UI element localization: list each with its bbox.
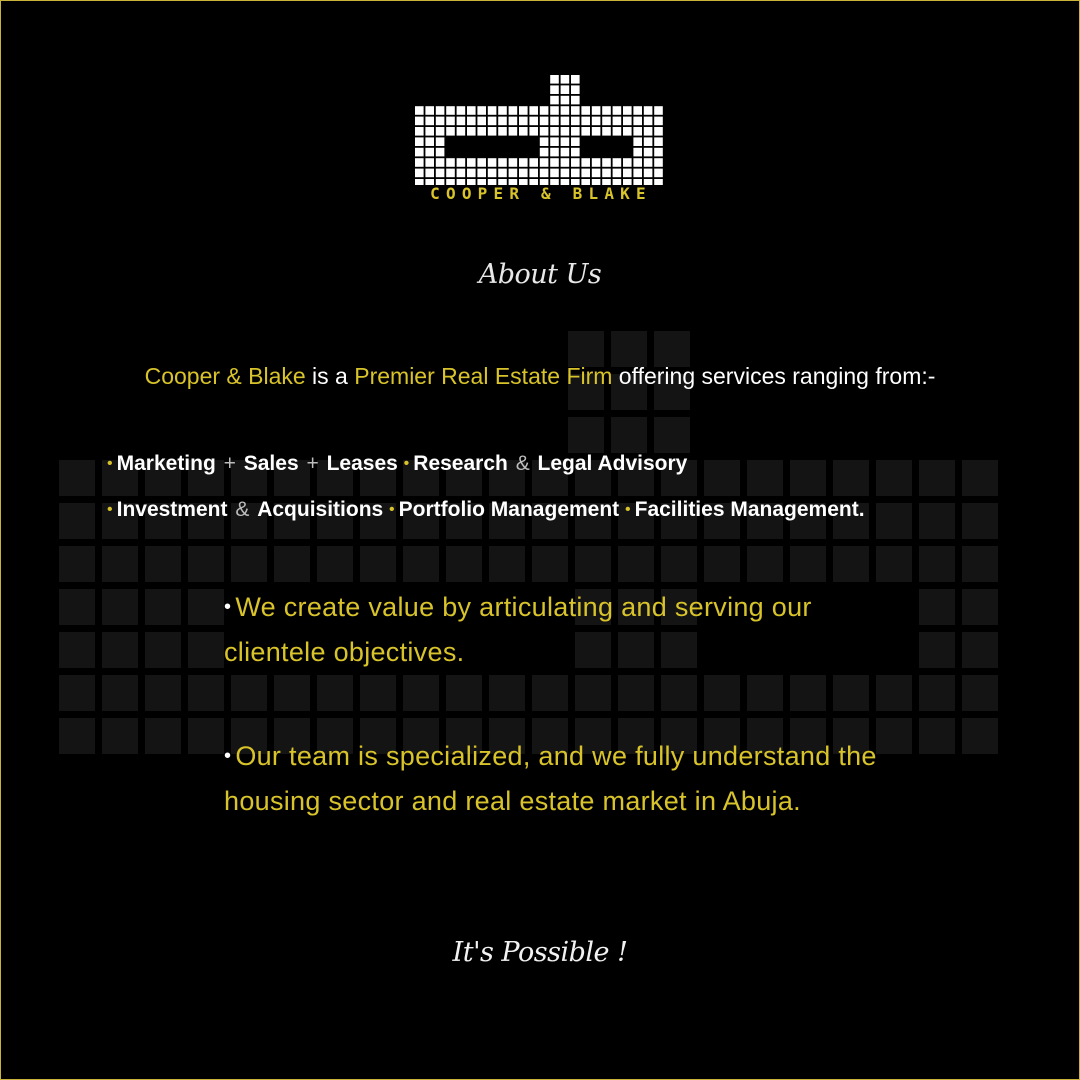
logo-tile <box>446 169 455 178</box>
bg-tile <box>59 632 95 668</box>
logo-tile <box>457 169 466 178</box>
service-research: Research <box>413 452 508 475</box>
intro-firm: Premier Real Estate Firm <box>354 363 613 389</box>
service-marketing: Marketing <box>116 452 216 475</box>
bg-tile <box>188 589 224 625</box>
services-line-2 <box>107 498 865 522</box>
bg-tile <box>188 718 224 754</box>
logo-tile <box>477 117 486 126</box>
bg-tile <box>188 546 224 582</box>
logo-tile <box>613 169 622 178</box>
logo-tile <box>613 158 622 167</box>
logo-tile <box>550 158 559 167</box>
service-sales: Sales <box>243 452 299 475</box>
logo-tile <box>457 117 466 126</box>
bg-tile <box>618 546 654 582</box>
logo-tile <box>425 106 434 115</box>
logo-tile <box>425 127 434 136</box>
logo-tile <box>571 85 580 94</box>
bg-tile <box>790 675 826 711</box>
bg-tile <box>568 417 604 453</box>
logo-tile <box>561 117 570 126</box>
bg-tile <box>661 675 697 711</box>
statement-text: We create value by articulating and serving our clientele objectives. <box>224 592 812 667</box>
logo-tile <box>519 158 528 167</box>
logo-tile <box>602 158 611 167</box>
intro-sentence <box>1 363 1079 390</box>
service-investment: Investment <box>116 498 228 521</box>
bg-tile <box>747 546 783 582</box>
bg-tile <box>833 675 869 711</box>
logo-tile <box>592 158 601 167</box>
logo-tile <box>540 137 549 146</box>
logo-tile <box>509 127 518 136</box>
logo-tile <box>561 148 570 157</box>
bg-tile <box>532 546 568 582</box>
logo-tile <box>592 127 601 136</box>
bg-tile <box>59 460 95 496</box>
cooper-blake-logo <box>415 75 667 205</box>
logo-tile <box>644 169 653 178</box>
logo-tile <box>415 137 424 146</box>
bg-tile <box>962 460 998 496</box>
bg-tile <box>876 503 912 539</box>
bg-tile <box>231 675 267 711</box>
logo-tile <box>623 127 632 136</box>
logo-tile <box>571 75 580 84</box>
logo-tile <box>623 106 632 115</box>
bg-tile <box>145 675 181 711</box>
logo-tile <box>613 127 622 136</box>
logo-wordmark: COOPER & BLAKE <box>430 184 652 203</box>
logo-tile <box>654 106 663 115</box>
logo-tile <box>613 106 622 115</box>
cb-grid-logo-icon <box>415 75 667 185</box>
logo-tile <box>488 117 497 126</box>
bg-tile <box>747 460 783 496</box>
bg-tile <box>876 546 912 582</box>
bg-tile <box>317 675 353 711</box>
logo-tile <box>633 148 642 157</box>
logo-tile <box>654 137 663 146</box>
bg-tile <box>575 546 611 582</box>
logo-tile <box>613 117 622 126</box>
logo-tile <box>498 169 507 178</box>
bg-tile <box>102 546 138 582</box>
logo-tile <box>498 127 507 136</box>
logo-tile <box>529 117 538 126</box>
bg-tile <box>919 460 955 496</box>
logo-tile <box>477 169 486 178</box>
logo-tile <box>488 169 497 178</box>
bg-tile <box>919 632 955 668</box>
bg-tile <box>59 675 95 711</box>
logo-tile <box>561 137 570 146</box>
service-acquisitions: Acquisitions <box>257 498 384 521</box>
service-leases: Leases <box>326 452 398 475</box>
logo-tile <box>561 106 570 115</box>
logo-tile <box>654 148 663 157</box>
logo-tile <box>550 137 559 146</box>
logo-tile <box>561 127 570 136</box>
bg-tile <box>919 675 955 711</box>
service-legal-advisory: Legal Advisory <box>537 452 688 475</box>
logo-tile <box>633 127 642 136</box>
logo-tile <box>446 127 455 136</box>
logo-tile <box>415 127 424 136</box>
logo-tile <box>446 158 455 167</box>
bg-tile <box>962 718 998 754</box>
service-facilities-management: Facilities Management. <box>634 498 865 521</box>
logo-tile <box>623 158 632 167</box>
bg-tile <box>274 675 310 711</box>
logo-tile <box>602 106 611 115</box>
logo-tile <box>644 127 653 136</box>
logo-tile <box>592 169 601 178</box>
statement-text: Our team is specialized, and we fully understand the housing sector and real estate market in Abuja. <box>224 741 877 816</box>
bg-tile <box>532 675 568 711</box>
bullet-dot: • <box>107 501 113 518</box>
logo-tile <box>581 106 590 115</box>
logo-tile <box>415 148 424 157</box>
bg-tile <box>102 718 138 754</box>
bg-tile <box>59 546 95 582</box>
logo-tile <box>477 127 486 136</box>
logo-tile <box>467 127 476 136</box>
logo-tile <box>571 169 580 178</box>
logo-tile <box>477 106 486 115</box>
intro-connector: is a <box>305 363 355 389</box>
logo-tile <box>529 169 538 178</box>
bg-tile <box>962 589 998 625</box>
logo-tile <box>540 106 549 115</box>
bg-tile <box>704 546 740 582</box>
logo-tile <box>425 148 434 157</box>
logo-tile <box>633 137 642 146</box>
logo-tile <box>571 117 580 126</box>
logo-tile <box>571 127 580 136</box>
logo-tile <box>519 127 528 136</box>
bg-tile <box>231 546 267 582</box>
logo-tile <box>571 148 580 157</box>
bg-tile <box>833 546 869 582</box>
bg-tile <box>188 675 224 711</box>
logo-tile <box>633 169 642 178</box>
logo-tile <box>561 75 570 84</box>
bg-tile <box>59 503 95 539</box>
logo-tile <box>477 158 486 167</box>
logo-tile <box>644 137 653 146</box>
bg-tile <box>962 632 998 668</box>
logo-tile <box>571 106 580 115</box>
bg-tile <box>59 718 95 754</box>
bg-tile <box>661 546 697 582</box>
logo-tile <box>644 148 653 157</box>
bg-tile <box>747 675 783 711</box>
bg-tile <box>403 675 439 711</box>
bg-tile <box>790 460 826 496</box>
bg-tile <box>704 675 740 711</box>
bg-tile <box>654 331 690 367</box>
bullet-dot: • <box>403 455 410 472</box>
logo-tile <box>425 158 434 167</box>
logo-tile <box>436 137 445 146</box>
bg-tile <box>611 331 647 367</box>
logo-tile <box>550 127 559 136</box>
logo-tile <box>602 169 611 178</box>
logo-tile <box>529 158 538 167</box>
bg-tile <box>274 546 310 582</box>
logo-tile <box>602 117 611 126</box>
bg-tile <box>317 546 353 582</box>
logo-tile <box>571 158 580 167</box>
logo-tile <box>519 106 528 115</box>
logo-tile <box>436 106 445 115</box>
bg-tile <box>575 675 611 711</box>
logo-tile <box>623 117 632 126</box>
bg-tile <box>145 589 181 625</box>
logo-tile <box>644 158 653 167</box>
logo-tile <box>550 148 559 157</box>
logo-tile <box>436 169 445 178</box>
logo-tile <box>498 158 507 167</box>
logo-tile <box>561 169 570 178</box>
logo-tile <box>540 127 549 136</box>
logo-tile <box>540 169 549 178</box>
logo-tile <box>581 127 590 136</box>
bg-tile <box>102 589 138 625</box>
bg-tile <box>919 718 955 754</box>
logo-tile <box>540 148 549 157</box>
amp-connector: & <box>515 452 530 475</box>
bg-tile <box>568 331 604 367</box>
logo-tile <box>654 117 663 126</box>
statement-team <box>224 734 884 824</box>
bg-tile <box>446 675 482 711</box>
bg-tile <box>360 546 396 582</box>
bg-tile <box>704 460 740 496</box>
logo-tile <box>425 169 434 178</box>
logo-tile <box>415 106 424 115</box>
bg-tile <box>919 503 955 539</box>
services-line-1 <box>107 452 687 476</box>
bullet-dot: • <box>389 501 395 518</box>
logo-tile <box>623 169 632 178</box>
logo-tile <box>550 85 559 94</box>
bullet-dot: • <box>224 745 232 767</box>
logo-tile <box>415 117 424 126</box>
logo-tile <box>550 75 559 84</box>
logo-tile <box>457 127 466 136</box>
logo-tile <box>509 117 518 126</box>
logo-tile <box>436 127 445 136</box>
bg-tile <box>446 546 482 582</box>
logo-tile <box>644 106 653 115</box>
logo-tile <box>415 158 424 167</box>
logo-tile <box>561 158 570 167</box>
logo-tile <box>467 106 476 115</box>
tagline: It's Possible ! <box>452 937 628 968</box>
logo-tile <box>509 106 518 115</box>
intro-tail: offering services ranging from:- <box>612 363 936 389</box>
service-portfolio-management: Portfolio Management <box>398 498 620 521</box>
logo-tile <box>488 158 497 167</box>
logo-tile <box>436 117 445 126</box>
logo-tile <box>467 117 476 126</box>
logo-tile <box>529 106 538 115</box>
logo-tile <box>425 137 434 146</box>
logo-tile <box>415 169 424 178</box>
logo-tile <box>436 148 445 157</box>
logo-tile <box>550 169 559 178</box>
logo-tile <box>436 158 445 167</box>
logo-tile <box>509 169 518 178</box>
logo-tile <box>654 169 663 178</box>
bg-tile <box>360 675 396 711</box>
bg-tile <box>962 546 998 582</box>
logo-tile <box>488 106 497 115</box>
logo-tile <box>633 106 642 115</box>
bg-tile <box>790 546 826 582</box>
logo-tile <box>457 158 466 167</box>
bullet-dot: • <box>224 596 232 618</box>
bg-tile <box>919 589 955 625</box>
logo-tile <box>498 106 507 115</box>
bg-tile <box>654 417 690 453</box>
logo-tile <box>654 127 663 136</box>
logo-tile <box>654 158 663 167</box>
bg-tile <box>876 460 912 496</box>
logo-tile <box>561 85 570 94</box>
logo-tile <box>592 106 601 115</box>
bg-tile <box>102 675 138 711</box>
bg-tile <box>876 675 912 711</box>
bullet-dot: • <box>625 501 631 518</box>
logo-tile <box>571 137 580 146</box>
logo-tile <box>633 158 642 167</box>
bg-tile <box>145 632 181 668</box>
bullet-dot: • <box>107 455 113 472</box>
amp-connector: & <box>235 498 250 521</box>
bg-tile <box>403 546 439 582</box>
logo-tile <box>446 117 455 126</box>
logo-tile <box>602 127 611 136</box>
logo-tile <box>498 117 507 126</box>
bg-tile <box>489 546 525 582</box>
logo-tile <box>467 158 476 167</box>
page-title: About Us <box>478 259 602 290</box>
logo-tile <box>467 169 476 178</box>
bg-tile <box>188 632 224 668</box>
bg-tile <box>962 503 998 539</box>
plus-connector: + <box>223 452 236 475</box>
bg-tile <box>611 417 647 453</box>
logo-tile <box>488 127 497 136</box>
logo-tile <box>571 96 580 105</box>
plus-connector: + <box>306 452 319 475</box>
logo-tile <box>509 158 518 167</box>
logo-tile <box>644 117 653 126</box>
logo-tile <box>550 117 559 126</box>
bg-tile <box>919 546 955 582</box>
bg-tile <box>59 589 95 625</box>
logo-tile <box>519 169 528 178</box>
bg-tile <box>833 460 869 496</box>
logo-tile <box>446 106 455 115</box>
logo-tile <box>561 96 570 105</box>
bg-tile <box>489 675 525 711</box>
logo-tile <box>425 117 434 126</box>
logo-tile <box>592 117 601 126</box>
logo-tile <box>550 96 559 105</box>
logo-tile <box>519 117 528 126</box>
logo-tile <box>457 106 466 115</box>
logo-tile <box>540 117 549 126</box>
logo-tile <box>633 117 642 126</box>
bg-tile <box>145 718 181 754</box>
bg-tile <box>962 675 998 711</box>
logo-tile <box>581 117 590 126</box>
logo-tile <box>540 158 549 167</box>
logo-tile <box>581 169 590 178</box>
bg-tile <box>102 632 138 668</box>
statement-value <box>224 585 884 675</box>
logo-tile <box>550 106 559 115</box>
intro-company: Cooper & Blake <box>144 363 306 389</box>
logo-tile <box>581 158 590 167</box>
bg-tile <box>618 675 654 711</box>
logo-tile <box>529 127 538 136</box>
bg-tile <box>145 546 181 582</box>
